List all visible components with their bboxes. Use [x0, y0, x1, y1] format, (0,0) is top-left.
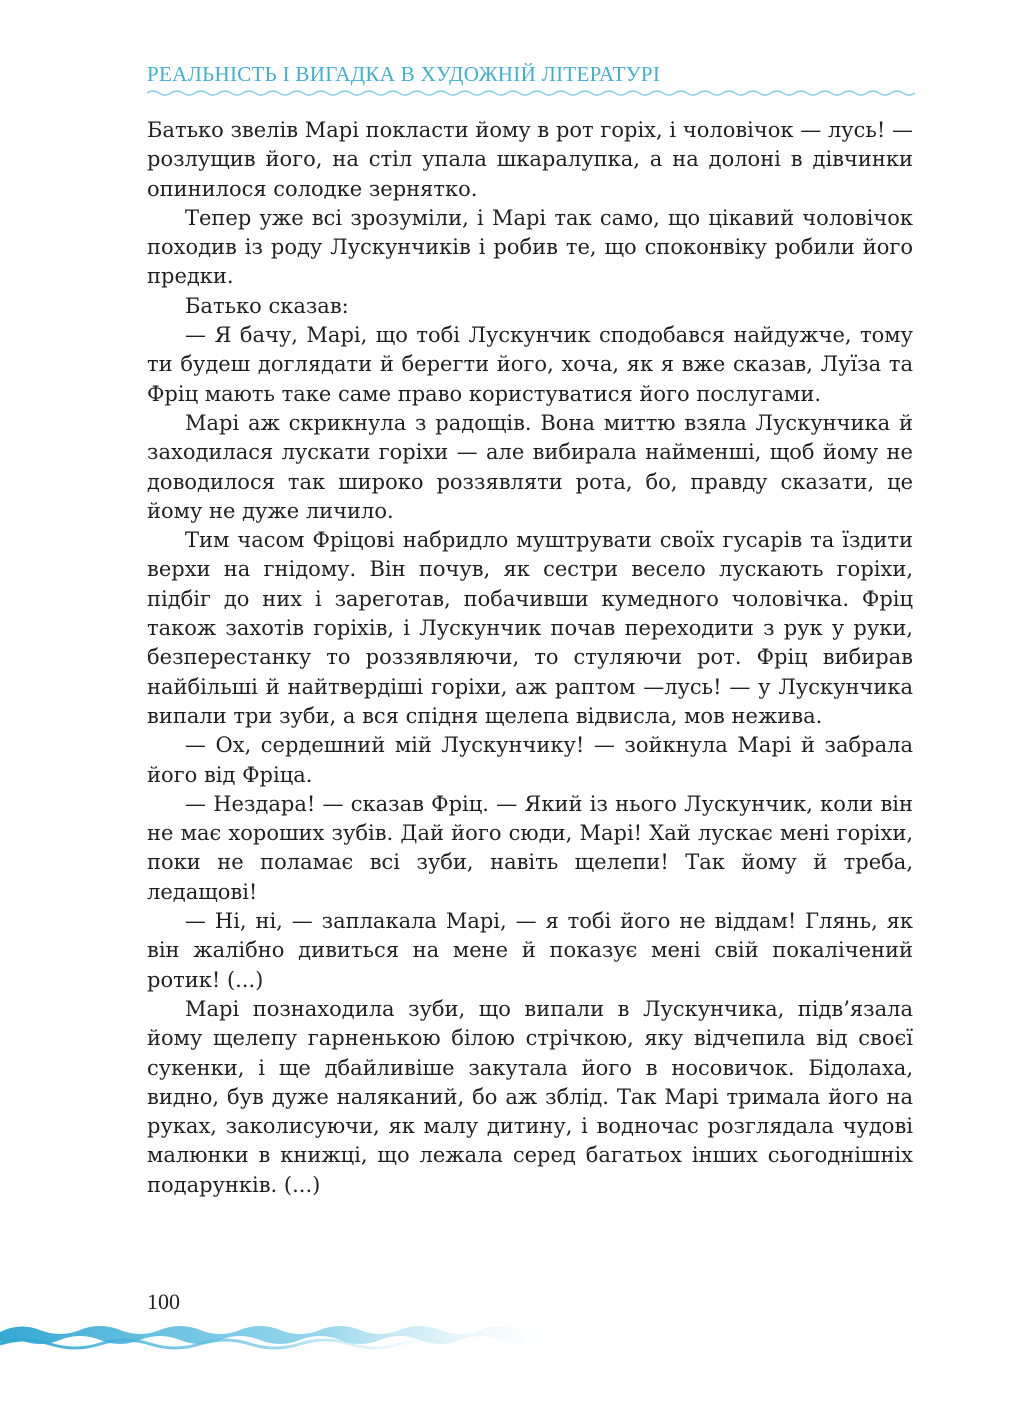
paragraph: — Нездара! — сказав Фріц. — Який із нього Лускунчик, коли він не має хороших зубів. Дай його сюди, Марі! Хай лускає мені горіхи, поки не поламає всі зуби, навіть щелепи! Так йому й треба, ледащові! — [147, 791, 913, 904]
header-wave-decoration — [147, 88, 915, 98]
main-text — [147, 116, 913, 1200]
paragraph: Батько сказав: — [185, 293, 349, 318]
footer-wave-decoration — [0, 1318, 540, 1354]
running-header: РЕАЛЬНІСТЬ І ВИГАДКА В ХУДОЖНІЙ ЛІТЕРАТУРІ — [147, 62, 661, 86]
page-number: 100 — [147, 1289, 180, 1314]
paragraph: Тепер уже всі зрозуміли, і Марі так само, що цікавий чоловічок походив із роду Лускунчиків і робив те, що споконвіку робили його предки. — [147, 205, 913, 289]
paragraph: Марі аж скрикнула з радощів. Вона миттю взяла Лускунчика й заходилася лускати горіхи — але вибирала найменші, щоб йому не доводилося так широко роззявляти рота, бо, правду сказати, це йому не дуже личило. — [147, 410, 913, 523]
paragraph: — Я бачу, Марі, що тобі Лускунчик сподобався найдужче, тому ти будеш доглядати й берегти його, хоча, як я вже сказав, Луїза та Фріц мають таке саме право користуватися його послугами. — [147, 323, 913, 406]
paragraph: — Ні, ні, — заплакала Марі, — я тобі його не віддам! Глянь, як він жалібно дивиться на мене й показує мені свій покалічений ротик! (...) — [147, 909, 913, 992]
paragraph: Марі познаходила зуби, що випали в Лускунчика, підв’язала йому щелепу гарненькою білою стрічкою, яку відчепила від своєї сукенки, і ще дбайливіше закутала його в носовичок. Бідолаха, видно, був дуже наляканий, бо аж зблід. Так Марі тримала його на руках, заколисуючи, як малу дитину, і водночас розглядала чудові малюнки в книжці, що лежала серед багатьох інших сьогоднішніх подарунків. (...) — [147, 996, 913, 1197]
paragraph: Тим часом Фріцові набридло муштрувати своїх гусарів та їздити верхи на гнідому. Він почув, як сестри весело лускають горіхи, підбіг до них і зареготав, побачивши кумедного чоловічка. Фріц також захотів горіхів, і Лускунчик почав переходити з рук у руки, безперестанку то роззявляючи, то стуляючи рот. Фріц вибирав найбільші й найтвердіші горіхи, аж раптом —лусь! — у Лускунчика випали три зуби, а вся спідня щелепа відвисла, мов нежива. — [147, 528, 913, 728]
paragraph: — Ох, сердешний мій Лускунчику! — зойкнула Марі й забрала його від Фріца. — [147, 733, 913, 787]
paragraph: Батько звелів Марі покласти йому в рот горіх, і чоловічок — лусь! — розлущив його, на стіл упала шкаралупка, а на долоні в дівчинки опинилося солодке зернятко. — [147, 118, 913, 201]
